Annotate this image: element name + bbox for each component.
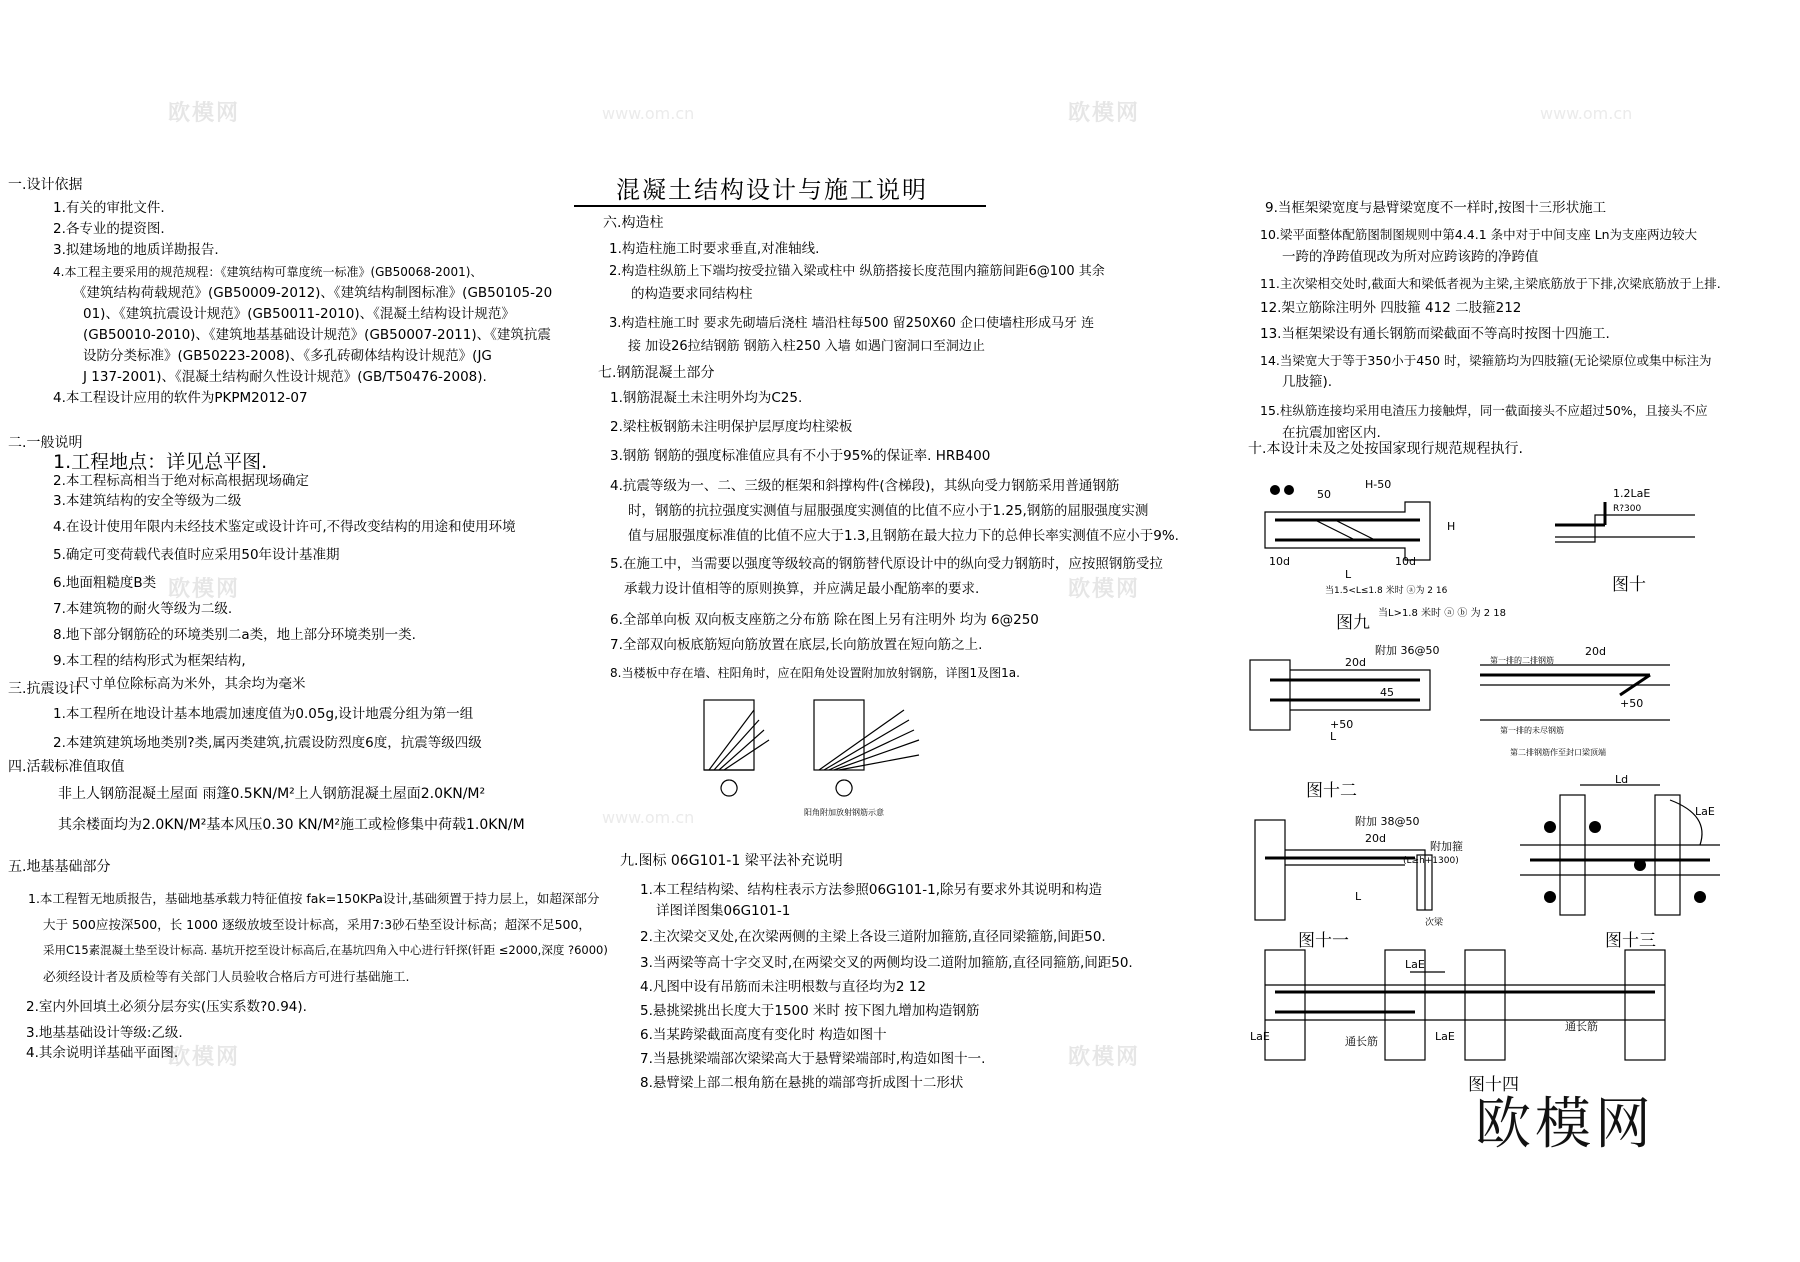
section-heading: 三.抗震设计 (8, 681, 83, 697)
list-item: 1.构造柱施工时要求垂直,对准轴线. (609, 241, 820, 257)
list-item: 5.确定可变荷载代表值时应采用50年设计基准期 (53, 547, 340, 563)
dimension-label: (L≥h+1300) (1403, 856, 1459, 866)
list-item: 6.全部单向板 双向板支座筋之分布筋 除在图上另有注明外 均为 6@250 (610, 612, 1039, 628)
list-item: 大于 500应按深500，长 1000 逐级放坡至设计标高，采用7:3砂石垫至设计标高；超深不足500， (43, 917, 591, 932)
dimension-label: LaE (1695, 805, 1715, 818)
watermark-logo: 欧模网 (168, 577, 241, 602)
list-item: 4.本工程设计应用的软件为PKPM2012-07 (53, 390, 308, 406)
list-item: 几肢箍). (1282, 374, 1333, 390)
dimension-label: LaE (1405, 958, 1425, 971)
section-foundation (8, 858, 608, 1062)
dimension-label: 10d (1395, 555, 1416, 568)
list-item: 4.抗震等级为一、二、三级的框架和斜撑构件(含梯段)，其纵向受力钢筋采用普通钢筋 (610, 478, 1120, 494)
dimension-label: 附加 38@50 (1355, 815, 1420, 828)
figure-note: 第一排的二排钢筋 (1490, 656, 1554, 665)
list-item: 14.当梁宽大于等于350小于450 时，梁箍筋均为四肢箍(无论梁原位或集中标注为 (1260, 353, 1712, 368)
figure-note: 第一排的未尽钢筋 (1500, 726, 1564, 735)
list-item: 12.架立筋除注明外 四肢箍 412 二肢箍212 (1260, 300, 1522, 316)
list-item: 9.本工程的结构形式为框架结构, (53, 653, 246, 669)
dimension-label: L (1355, 890, 1362, 903)
list-item: 必须经设计者及质检等有关部门人员验收合格后方可进行基础施工. (43, 969, 410, 984)
dimension-label: LaE (1435, 1030, 1455, 1043)
list-item: 7.全部双向板底筋短向筋放置在底层,长向筋放置在短向筋之上. (610, 637, 983, 653)
figure-corner-bars (684, 700, 954, 820)
list-item: 3.构造柱施工时 要求先砌墙后浇柱 墙沿柱每500 留250X60 企口使墙柱形成马牙 连 (609, 316, 1095, 331)
section-heading: 十.本设计未及之处按国家现行规范规程执行. (1248, 441, 1523, 457)
list-item: 6.当某跨梁截面高度有变化时 构造如图十 (640, 1027, 887, 1043)
list-item: 2.各专业的提资图. (53, 221, 165, 237)
watermark-url: www.om.cn (602, 104, 695, 123)
dimension-label: 45 (1380, 686, 1394, 699)
section-heading: 六.构造柱 (603, 215, 664, 231)
list-item: 5.在施工中，当需要以强度等级较高的钢筋替代原设计中的纵向受力钢筋时，应按照钢筋受拉 (610, 556, 1163, 572)
list-item: 4.在设计使用年限内未经技术鉴定或设计许可,不得改变结构的用途和使用环境 (53, 519, 516, 535)
figure-10 (1555, 487, 1705, 567)
figure-9 (1255, 478, 1465, 596)
list-item: 13.当框架梁设有通长钢筋而梁截面不等高时按图十四施工. (1260, 326, 1610, 342)
list-item: 尺寸单位除标高为米外，其余均为毫米 (76, 676, 306, 692)
list-item: 5.悬挑梁挑出长度大于1500 米时 按下图九增加构造钢筋 (640, 1003, 980, 1019)
list-item: 8.悬臂梁上部二根角筋在悬挑的端部弯折成图十二形状 (640, 1075, 964, 1091)
dimension-label: L (1330, 730, 1337, 743)
list-item: 4.本工程主要采用的规范规程：《建筑结构可靠度统一标准》(GB50068-2001)、 (53, 265, 483, 279)
list-item: 6.地面粗糙度B类 (53, 575, 157, 591)
list-item: 15.柱纵筋连接均采用电渣压力接触焊，同一截面接头不应超过50%，且接头不应 (1260, 403, 1708, 418)
section-beam-notes (620, 852, 1133, 1092)
figure-caption: 图十四 (1468, 1075, 1519, 1095)
list-item: 一跨的净跨值现改为所对应跨该跨的净跨值 (1282, 249, 1539, 265)
brand-logo: 欧模网 (1475, 1092, 1655, 1157)
section-general (8, 434, 516, 693)
list-item: 2.室内外回填土必须分层夯实(压实系数?0.94). (26, 999, 307, 1015)
dimension-label: 附加 36@50 (1375, 644, 1440, 657)
watermark-logo: 欧模网 (1068, 1045, 1141, 1070)
list-item: 3.地基基础设计等级:乙级. (26, 1025, 183, 1041)
section-beam-notes-continued (1260, 200, 1721, 442)
figure-note: 当L>1.8 米时 ⓐ ⓑ 为 2 18 (1378, 608, 1507, 619)
dimension-label: 通长筋 (1345, 1035, 1378, 1048)
figure-note: 20d (1585, 645, 1606, 658)
dimension-label: 通长筋 (1565, 1020, 1598, 1033)
list-item: 4.凡图中设有吊筋而未注明根数与直径均为2 12 (640, 979, 926, 995)
list-item: 1.本工程结构梁、结构柱表示方法参照06G101-1,除另有要求外其说明和构造 (640, 882, 1103, 898)
list-item: 时，钢筋的抗拉强度实测值与屈服强度实测值的比值不应小于1.25,钢筋的屈服强度实测 (628, 503, 1149, 519)
dimension-label: +50 (1330, 718, 1354, 731)
list-item: 2.主次梁交叉处,在次梁两侧的主梁上各设三道附加箍筋,直径同梁箍筋,间距50. (640, 929, 1106, 945)
list-item: 设防分类标准》(GB50223-2008)、《多孔砖砌体结构设计规范》(JG (83, 348, 492, 364)
dimension-label: 1.2LaE (1613, 487, 1651, 500)
section-constructional-column (603, 214, 1105, 355)
dimension-label: 20d (1365, 832, 1386, 845)
list-item: 2.本工程标高相当于绝对标高根据现场确定 (53, 473, 309, 489)
title-underline (574, 205, 986, 207)
list-item: 8.当楼板中存在墙、柱阳角时，应在阳角处设置附加放射钢筋，详图1及图1a. (610, 666, 1020, 680)
list-item: 详图详图集06G101-1 (656, 903, 791, 919)
list-item: 2.本建筑建筑场地类别?类,属丙类建筑,抗震设防烈度6度，抗震等级四级 (53, 735, 482, 751)
section-reinforced-concrete (598, 364, 1179, 682)
list-item: 其余楼面均为2.0KN/M²基本风压0.30 KN/M²施工或检修集中荷载1.0KN/M (58, 817, 525, 833)
dimension-label: R?300 (1613, 504, 1642, 514)
list-item: 在抗震加密区内. (1282, 425, 1381, 441)
watermark-logo: 欧模网 (168, 1045, 241, 1070)
list-item: 非上人钢筋混凝土屋面 雨篷0.5KN/M²上人钢筋混凝土屋面2.0KN/M² (58, 786, 486, 802)
list-item: 3.钢筋 钢筋的强度标准值应具有不小于95%的保证率. HRB400 (610, 448, 991, 464)
section-design-basis (8, 176, 552, 407)
list-item: 1.本工程暂无地质报告，基础地基承载力特征值按 fak=150KPa设计,基础须置于持力层上，如超深部分 (28, 891, 600, 906)
section-seismic (8, 680, 482, 752)
list-item: 01)、《建筑抗震设计规范》(GB50011-2010)、《混凝土结构设计规范》 (83, 306, 515, 322)
list-item: 2.梁柱板钢筋未注明保护层厚度均柱梁板 (610, 419, 853, 435)
dimension-label: LaE (1250, 1030, 1270, 1043)
watermark-url: www.om.cn (602, 808, 695, 827)
list-item: 4.其余说明详基础平面图. (26, 1045, 179, 1061)
section-heading: 五.地基基础部分 (8, 859, 111, 875)
section-heading: 九.图标 06G101-1 梁平法补充说明 (620, 853, 843, 869)
list-item: 9.当框架梁宽度与悬臂梁宽度不一样时,按图十三形状施工 (1265, 200, 1607, 216)
dimension-label: L (1345, 568, 1352, 581)
list-item: 1.本工程所在地设计基本地震加速度值为0.05g,设计地震分组为第一组 (53, 706, 474, 722)
list-item: 采用C15素混凝土垫至设计标高. 基坑开挖至设计标高后,在基坑四角入中心进行钎探(钎距 ≤2000,深度 ?6000) (43, 943, 608, 957)
list-item: 8.地下部分钢筋砼的环境类别二a类，地上部分环境类别一类. (53, 627, 416, 643)
figure-11 (1245, 815, 1463, 930)
figure-note: 第二排钢筋作至封口梁顶端 (1510, 748, 1606, 757)
dimension-label: 次梁 (1425, 918, 1444, 928)
section-heading: 二.一般说明 (8, 435, 83, 451)
section-live-load (8, 758, 525, 834)
dimension-label: 20d (1345, 656, 1366, 669)
list-item: 3.本建筑结构的安全等级为二级 (53, 493, 242, 509)
list-item: J 137-2001)、《混凝土结构耐久性设计规范》(GB/T50476-2008). (83, 369, 487, 385)
watermark-logo: 欧模网 (1068, 577, 1141, 602)
dimension-label: 附加箍 (1430, 840, 1463, 853)
list-item: 《建筑结构荷载规范》(GB50009-2012)、《建筑结构制图标准》(GB50105-20 (73, 285, 553, 301)
figure-caption: 图十二 (1306, 781, 1357, 801)
figure-12 (1250, 640, 1450, 743)
figure-14 (1245, 950, 1685, 1070)
figure-caption: 图十 (1612, 575, 1646, 595)
figure-13 (1520, 775, 1730, 915)
watermark-logo: 欧模网 (1068, 101, 1141, 126)
dimension-label: 10d (1269, 555, 1290, 568)
list-item: 7.当悬挑梁端部次梁梁高大于悬臂梁端部时,构造如图十一. (640, 1051, 986, 1067)
figure-caption: 图九 (1336, 613, 1370, 633)
list-item: 值与屈服强度标准值的比值不应大于1.3,且钢筋在最大拉力下的总伸长率实测值不应小于9%. (628, 528, 1179, 544)
figure-note: +50 (1620, 697, 1644, 710)
list-item: 1.钢筋混凝土未注明外均为C25. (610, 390, 803, 406)
list-item: 接 加设26拉结钢筋 钢筋入柱250 入墙 如遇门窗洞口至洞边止 (628, 339, 985, 354)
list-item: (GB50010-2010)、《建筑地基基础设计规范》(GB50007-2011)、《建筑抗震 (83, 327, 551, 343)
list-item: 3.拟建场地的地质详勘报告. (53, 242, 219, 258)
watermark-logo: 欧模网 (168, 101, 241, 126)
watermark-url: www.om.cn (1540, 104, 1633, 123)
page-title: 混凝土结构设计与施工说明 (616, 176, 928, 204)
section-heading: 四.活载标准值取值 (8, 759, 125, 775)
list-item: 11.主次梁相交处时,截面大和梁低者视为主梁,主梁底筋放于下排,次梁底筋放于上排. (1260, 276, 1721, 291)
dimension-label: H (1447, 520, 1456, 533)
list-item: 2.构造柱纵筋上下端均按受拉锚入梁或柱中 纵筋搭接长度范围内箍筋间距6@100 其余 (609, 264, 1105, 279)
figure-caption: 图十一 (1298, 931, 1349, 951)
list-item: 3.当两梁等高十字交叉时,在两梁交叉的两侧均设二道附加箍筋,直径同箍筋,间距50. (640, 955, 1133, 971)
list-item: 承载力设计值相等的原则换算，并应满足最小配筋率的要求. (624, 581, 980, 597)
list-item: 的构造要求同结构柱 (631, 286, 753, 302)
figure-note: 阳角附加放射钢筋示意 (804, 808, 884, 817)
list-item: 1.工程地点：详见总平图. (53, 451, 268, 473)
list-item: 1.有关的审批文件. (53, 200, 165, 216)
dimension-label: Ld (1615, 773, 1629, 786)
list-item: 10.梁平面整体配筋图制图规则中第4.4.1 条中对于中间支座 Ln为支座两边较大 (1260, 227, 1698, 242)
figure-note: 当1.5<L≤1.8 米时 ⓐ为 2 16 (1325, 586, 1448, 596)
section-heading: 一.设计依据 (8, 177, 83, 193)
figure-12-detail (1480, 645, 1700, 765)
dimension-label: H-50 (1365, 478, 1392, 491)
section-heading: 七.钢筋混凝土部分 (598, 365, 715, 381)
dimension-label: 50 (1317, 488, 1331, 501)
list-item: 7.本建筑物的耐火等级为二级. (53, 601, 233, 617)
figure-caption: 图十三 (1605, 931, 1656, 951)
